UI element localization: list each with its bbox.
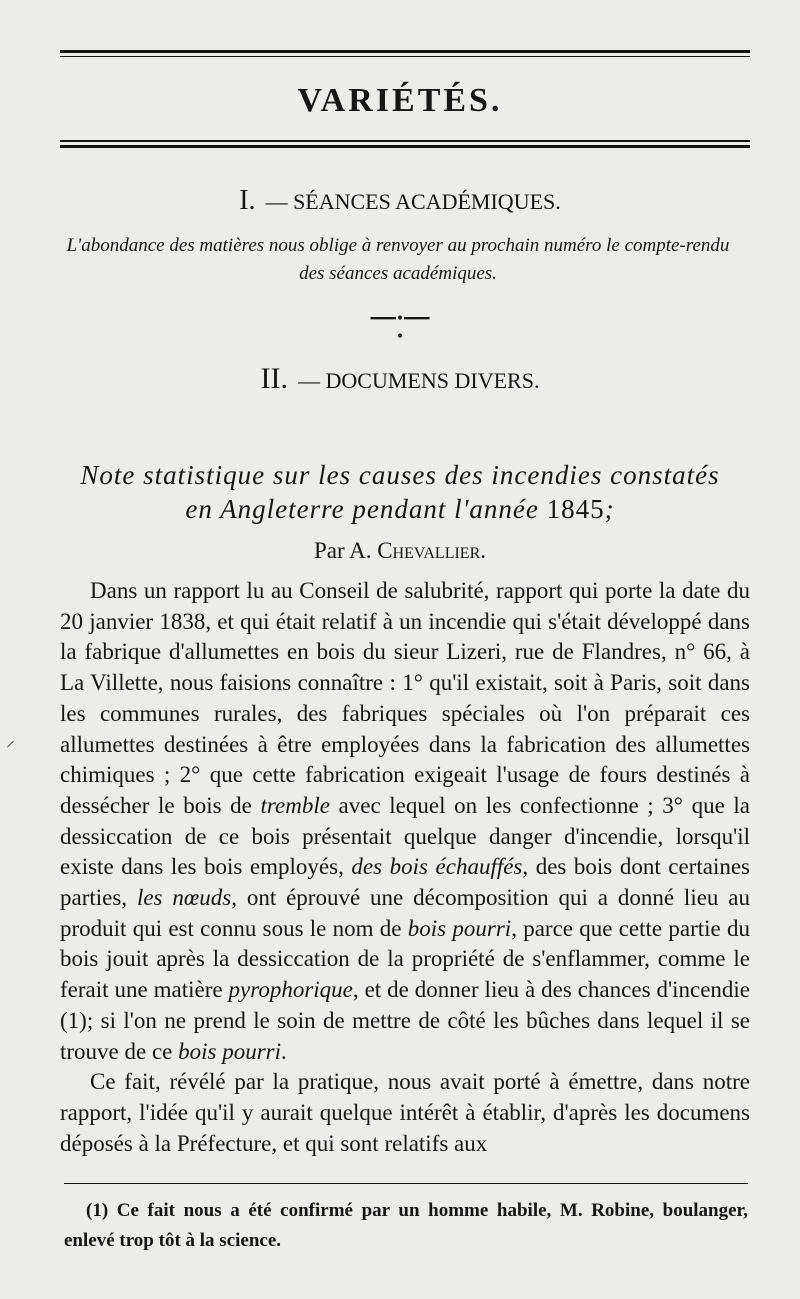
section-1-heading: [0, 185, 800, 217]
paragraph-1: [60, 576, 750, 1067]
p1-italic-bois-pourri-2: bois pourri: [178, 1038, 282, 1064]
ornament-dot: •: [395, 329, 405, 345]
paragraph-2: Ce fait, révélé par la pratique, nous avait porté à émettre, dans notre rapport, l'idée qu'il y aurait quelque intérêt à établir, d'après les documens déposés à la Préfecture, et qui sont relatifs aux: [60, 1069, 750, 1156]
p1-text-d: , ont éprouvé une décomposition qui a donné lieu au produit qui est connu sous le nom de: [60, 885, 751, 941]
p1-text-g: .: [281, 1038, 287, 1064]
p1-text-f: , et de donner lieu à des chances d'incendie (1); si l'on ne prend le soin de mettre de côté les bûches dans lequel il se trouve de ce: [60, 977, 751, 1064]
article-title-line2-text: en Angleterre pendant l'année: [185, 494, 539, 524]
article-body: [60, 576, 750, 1159]
article-title-year: 1845: [546, 494, 605, 524]
footnote: [64, 1196, 748, 1256]
section-1-notice: L'abondance des matières nous oblige à renvoyer au prochain numéro le compte-rendu des séances académiques.: [66, 235, 730, 284]
p1-text-b: avec lequel on les confectionne ; 3° que la dessiccation de ce bois présentait quelque danger d'incendie, lorsqu'il existe dans les bois employés,: [60, 792, 751, 880]
p1-italic-bois-echauffes: des bois échauffés: [351, 854, 523, 880]
p1-italic-noeuds: les nœuds: [136, 885, 232, 911]
margin-mark-icon: ⸝: [6, 730, 15, 751]
article-title-line2: [40, 492, 760, 526]
author-name: Chevallier.: [377, 538, 487, 563]
p1-italic-bois-pourri: bois pourri: [407, 915, 512, 941]
footnote-rule: [64, 1183, 748, 1184]
section-2-title: — DOCUMENS DIVERS.: [298, 368, 540, 393]
top-rule-thin: [60, 56, 750, 57]
section-1-title: — SÉANCES ACADÉMIQUES.: [265, 189, 561, 214]
section-2-number: II.: [260, 362, 289, 395]
header-rule-thick: [60, 145, 750, 148]
section-2-heading: [0, 362, 800, 396]
p1-italic-pyrophorique: pyrophorique: [228, 977, 353, 1003]
p1-text-c: , des bois dont certaines parties,: [60, 854, 750, 911]
page-title: VARIÉTÉS.: [297, 82, 503, 119]
article-title-line1: Note statistique sur les causes des incendies constatés: [80, 460, 720, 490]
author-prefix: Par A.: [313, 538, 372, 563]
article-author: [0, 538, 800, 564]
article-title-end: ;: [604, 494, 615, 524]
p1-italic-tremble: tremble: [260, 792, 330, 818]
article-title: [40, 458, 760, 526]
section-1-number: I.: [239, 185, 256, 216]
p1-text-a: Dans un rapport lu au Conseil de salubrité, rapport qui porte la date du 20 janvier 1838, et qui était relatif à un incendie qui s'était développé dans la fabrique d'allumettes en bois du sieur Lizeri, rue de Flandres, n° 66, à La Villette, nous faisions connaître : 1° qu'il existait, soit à Paris, soit dans les communes rurales, des fabriques spéciales où l'on préparait ces allumettes destinées à être employées dans la fabrication des allumettes chimiques ; 2° que cette fabrication exigeait l'usage de fours destinés à dessécher le bois de: [60, 578, 750, 818]
ornament-divider: [0, 310, 800, 346]
header-rule-thin: [60, 140, 750, 142]
footnote-text: (1) Ce fait nous a été confirmé par un homme habile, M. Robine, boulanger, enlevé trop tôt à la science.: [64, 1200, 748, 1251]
ornament-line: ━━━•━━━: [370, 311, 430, 327]
top-rule-thick: [60, 50, 750, 53]
p1-text-e: , parce que cette partie du bois jouit après la dessiccation de la propriété de s'enflammer, comme le ferait une matière: [60, 915, 750, 1003]
